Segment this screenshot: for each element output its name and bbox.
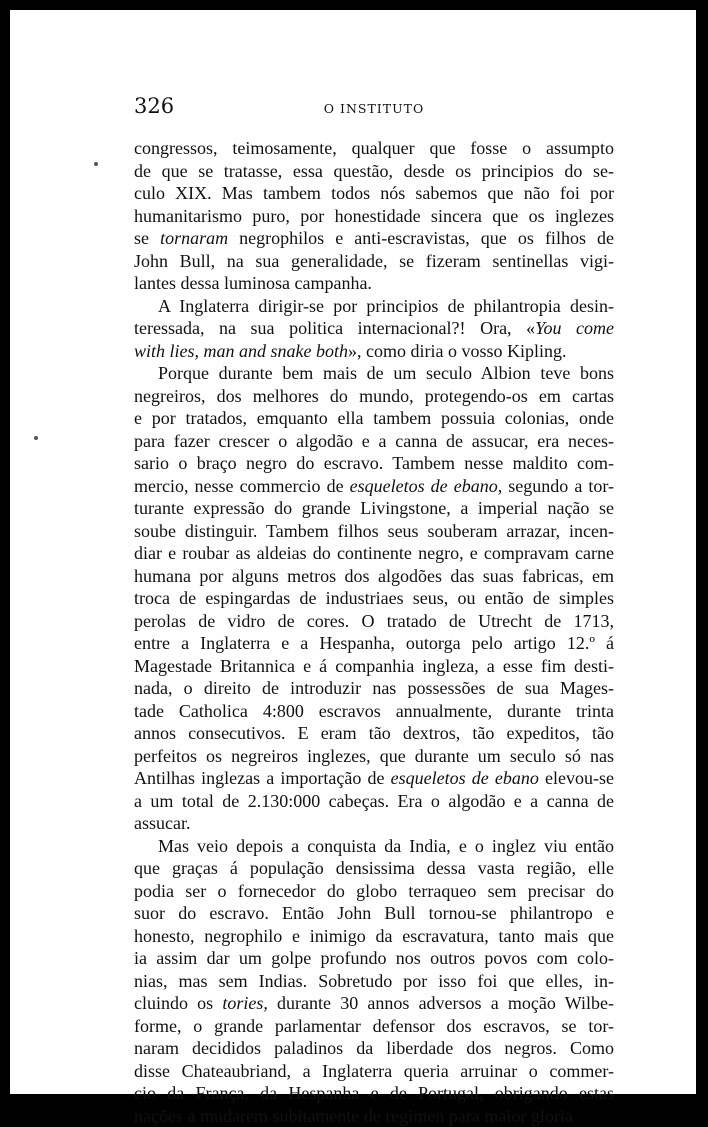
text-line	[134, 182, 614, 205]
text-line	[134, 790, 614, 813]
italic-phrase: tornaram	[160, 228, 228, 248]
text-run: forme, o grande parlamentar defensor dos escravos, se tor-	[134, 1016, 614, 1036]
text-line	[134, 835, 614, 858]
italic-phrase: esqueletos de ebano,	[350, 476, 503, 496]
text-run: annos consecutivos. E eram tão dextros, tão expeditos, tão	[134, 723, 614, 743]
text-run: e por tratados, emquanto ella tambem possuia colonias, onde	[134, 408, 614, 428]
text-line	[134, 160, 614, 183]
text-line	[134, 700, 614, 723]
text-line	[134, 677, 614, 700]
text-line	[134, 250, 614, 273]
text-line	[134, 902, 614, 925]
text-run: disse Chateaubriand, a Inglaterra queria arruinar o commer-	[134, 1061, 614, 1081]
text-run: segundo a tor-	[502, 476, 614, 496]
text-run: que graças á população densissima dessa vasta região, elle	[134, 858, 614, 878]
text-line	[134, 362, 614, 385]
text-run: humanitarismo puro, por honestidade sincera que os inglezes	[134, 206, 614, 226]
text-line	[134, 857, 614, 880]
paragraph	[134, 835, 614, 1127]
text-line	[134, 767, 614, 790]
italic-phrase: esqueletos de ebano	[391, 768, 539, 788]
text-run: Porque durante bem mais de um seculo Albion teve bons	[158, 363, 614, 383]
text-run: honesto, negrophilo e inimigo da escravatura, tanto mais que	[134, 926, 614, 946]
text-run: Antilhas inglezas a importação de	[134, 768, 391, 788]
italic-phrase: tories,	[222, 993, 268, 1013]
text-line	[134, 317, 614, 340]
text-run: sario o braço negro do escravo. Tambem nesse maldito com-	[134, 453, 614, 473]
text-run: entre a Inglaterra e a Hespanha, outorga pelo artigo 12.º á	[134, 633, 614, 653]
text-run: se	[134, 228, 160, 248]
text-run: cio da França, da Hespanha e de Portugal, obrigando estas	[134, 1083, 614, 1103]
text-run: suor do escravo. Então John Bull tornou-se philantropo e	[134, 903, 614, 923]
text-line	[134, 407, 614, 430]
text-line	[134, 880, 614, 903]
text-line	[134, 812, 614, 835]
text-run: tade Catholica 4:800 escravos annualmente, durante trinta	[134, 701, 614, 721]
text-run: nias, mas sem Indias. Sobretudo por isso foi que elles, in-	[134, 971, 614, 991]
text-run: perolas de vidro de cores. O tratado de Utrecht de 1713,	[134, 611, 614, 631]
text-run: John Bull, na sua generalidade, se fizeram sentinellas vigi-	[134, 251, 614, 271]
text-run: lantes dessa luminosa campanha.	[134, 273, 372, 293]
text-run: durante 30 annos adversos a moção Wilbe-	[268, 993, 614, 1013]
text-line	[134, 655, 614, 678]
text-line	[134, 722, 614, 745]
text-line	[134, 1060, 614, 1083]
italic-phrase: with lies, man and snake both	[134, 341, 348, 361]
text-line	[134, 1015, 614, 1038]
text-run: negrophilos e anti-escravistas, que os filhos de	[228, 228, 614, 248]
text-run: nações a mudarem subitamente de regimen para maior gloria	[134, 1106, 573, 1126]
text-run: humana por alguns metros dos algodões das suas fabricas, em	[134, 566, 614, 586]
text-run: negreiros, dos melhores do mundo, protegendo-os em cartas	[134, 386, 614, 406]
text-line	[134, 632, 614, 655]
text-line	[134, 385, 614, 408]
text-line	[134, 925, 614, 948]
text-line	[134, 745, 614, 768]
text-run: podia ser o fornecedor do globo terraqueo sem precisar do	[134, 881, 614, 901]
text-line	[134, 272, 614, 295]
paragraph	[134, 137, 614, 295]
text-line	[134, 475, 614, 498]
text-run: nada, o direito de introduzir nas possessões de sua Mages-	[134, 678, 614, 698]
text-line	[134, 452, 614, 475]
text-line	[134, 520, 614, 543]
text-run: diar e roubar as aldeias do continente negro, e compravam carne	[134, 543, 614, 563]
text-run: de que se tratasse, essa questão, desde os principios do se-	[134, 161, 614, 181]
text-run: assucar.	[134, 813, 190, 833]
text-line	[134, 542, 614, 565]
text-line	[134, 340, 614, 363]
text-line	[134, 137, 614, 160]
speck-mark	[94, 162, 98, 166]
text-run: naram decididos paladinos da liberdade dos negros. Como	[134, 1038, 614, 1058]
text-run: soube distinguir. Tambem filhos seus souberam arrazar, incen-	[134, 521, 614, 541]
text-line	[134, 205, 614, 228]
running-title: O INSTITUTO	[134, 101, 614, 116]
paragraph	[134, 362, 614, 835]
text-run: cluindo os	[134, 993, 222, 1013]
text-run: para fazer crescer o algodão e a canna de assucar, era neces-	[134, 431, 614, 451]
page-number: 326	[134, 94, 174, 118]
speck-mark	[34, 436, 38, 440]
page-header	[134, 94, 614, 124]
text-line	[134, 587, 614, 610]
text-line	[134, 565, 614, 588]
text-run: perfeitos os negreiros inglezes, que durante um seculo só nas	[134, 746, 614, 766]
text-run: troca de espingardas de industriaes seus, ou então de simples	[134, 588, 614, 608]
text-run: elevou-se	[539, 768, 614, 788]
text-run: ia assim dar um golpe profundo nos outros povos com colo-	[134, 948, 614, 968]
text-run: », como diria o vosso Kipling.	[348, 341, 567, 361]
text-run: a um total de 2.130:000 cabeças. Era o algodão e a canna de	[134, 791, 614, 811]
text-line	[134, 947, 614, 970]
text-run: congressos, teimosamente, qualquer que fosse o assumpto	[134, 138, 614, 158]
text-run: teressada, na sua politica internacional?! Ora, «	[134, 318, 535, 338]
text-line	[134, 227, 614, 250]
text-line	[134, 992, 614, 1015]
text-run: culo XIX. Mas tambem todos nós sabemos que não foi por	[134, 183, 614, 203]
text-run: mercio, nesse commercio de	[134, 476, 350, 496]
book-page	[10, 10, 696, 1094]
text-run: Mas veio depois a conquista da India, e o inglez viu então	[158, 836, 614, 856]
text-line	[134, 1082, 614, 1105]
text-line	[134, 295, 614, 318]
text-line	[134, 430, 614, 453]
text-line	[134, 497, 614, 520]
text-line	[134, 1037, 614, 1060]
italic-phrase: You come	[535, 318, 614, 338]
text-line	[134, 970, 614, 993]
text-line	[134, 1105, 614, 1127]
text-run: turante expressão do grande Livingstone, a imperial nação se	[134, 498, 614, 518]
paragraph	[134, 295, 614, 363]
text-line	[134, 610, 614, 633]
text-run: A Inglaterra dirigir-se por principios de philantropia desin-	[158, 296, 614, 316]
body-text	[134, 137, 614, 1127]
text-run: Magestade Britannica e á companhia ingleza, a esse fim desti-	[134, 656, 614, 676]
